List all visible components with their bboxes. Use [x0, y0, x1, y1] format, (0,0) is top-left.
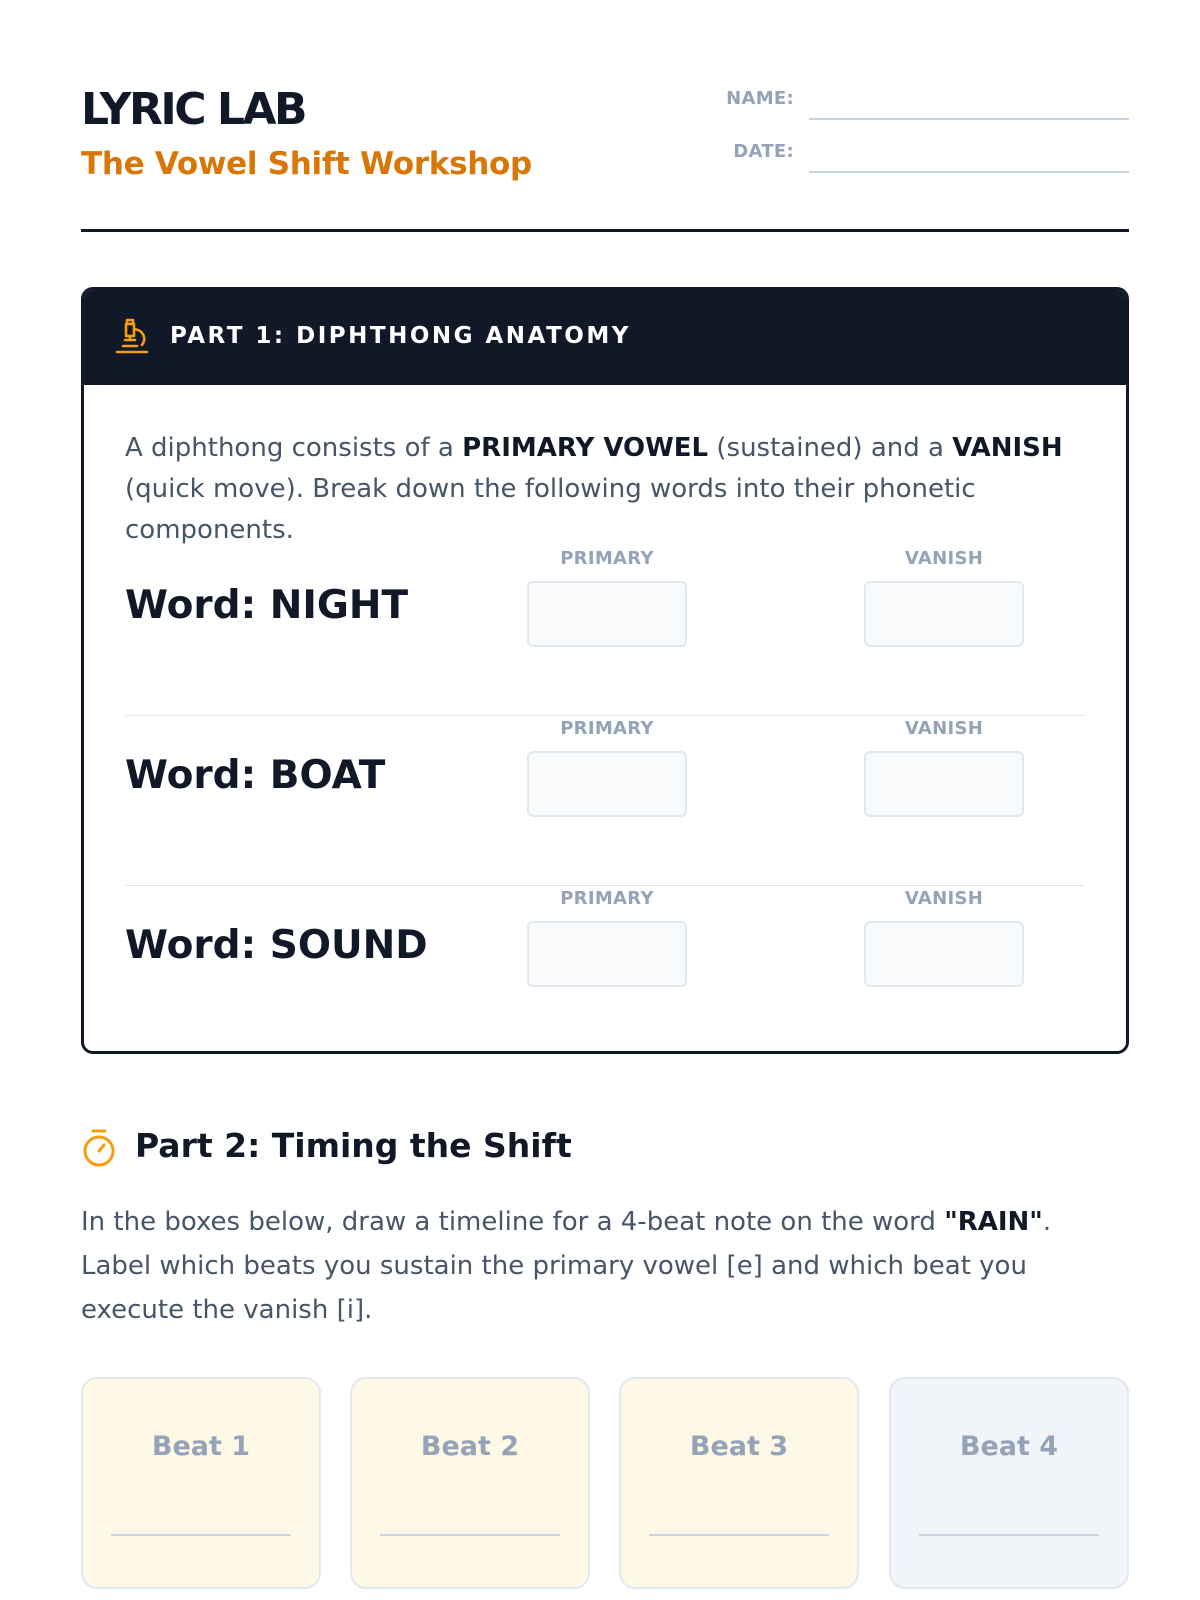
p2-text: In the boxes below, draw a timeline for a 4-beat note on the word	[81, 1207, 945, 1237]
vanish-input-box[interactable]	[864, 751, 1024, 817]
beat-answer-line[interactable]	[380, 1534, 560, 1536]
primary-input-box[interactable]	[527, 581, 687, 647]
primary-label: PRIMARY	[560, 718, 654, 739]
beat-answer-line[interactable]	[649, 1534, 829, 1536]
intro-text: (quick move). Break down the following words into their phonetic components.	[125, 474, 976, 545]
primary-label: PRIMARY	[560, 888, 654, 909]
beat-box-4[interactable]	[889, 1377, 1129, 1589]
word-label: Word: NIGHT	[125, 583, 409, 628]
word-row-night	[125, 546, 1085, 716]
part1-instructions	[125, 428, 1085, 551]
primary-input-box[interactable]	[527, 921, 687, 987]
name-line[interactable]	[809, 118, 1129, 120]
worksheet-subtitle: The Vowel Shift Workshop	[81, 146, 532, 182]
word-row-sound	[125, 886, 1085, 1054]
timer-icon	[81, 1128, 117, 1168]
primary-slot	[527, 546, 687, 647]
word-label: Word: SOUND	[125, 923, 428, 968]
part1-title: PART 1: DIPHTHONG ANATOMY	[170, 323, 631, 349]
word-row-boat	[125, 716, 1085, 886]
primary-slot	[527, 886, 687, 987]
part1-header	[84, 290, 1126, 385]
intro-text: A diphthong consists of a	[125, 433, 463, 463]
p2-text: . Label which beats you sustain the primary vowel [e] and which beat you execute the vanish [i].	[81, 1207, 1052, 1325]
vanish-label: VANISH	[904, 888, 984, 909]
beat-answer-line[interactable]	[111, 1534, 291, 1536]
beat-label: Beat 4	[959, 1431, 1059, 1462]
vanish-slot	[864, 546, 1024, 647]
vanish-label: VANISH	[904, 718, 984, 739]
intro-emphasis-primary: PRIMARY VOWEL	[462, 433, 709, 463]
p2-emphasis-word: "RAIN"	[944, 1207, 1043, 1237]
worksheet-title: LYRIC LAB	[81, 84, 306, 135]
beat-box-1[interactable]	[81, 1377, 321, 1589]
intro-emphasis-vanish: VANISH	[952, 433, 1063, 463]
name-label: NAME:	[726, 88, 794, 109]
beat-answer-line[interactable]	[919, 1534, 1099, 1536]
vanish-slot	[864, 716, 1024, 817]
name-field[interactable]	[701, 86, 1129, 116]
vanish-input-box[interactable]	[864, 921, 1024, 987]
primary-slot	[527, 716, 687, 817]
beat-timeline	[81, 1377, 1129, 1589]
vanish-label: VANISH	[904, 548, 984, 569]
primary-label: PRIMARY	[560, 548, 654, 569]
worksheet-page	[81, 0, 1129, 1462]
date-label: DATE:	[733, 141, 794, 162]
intro-text: (sustained) and a	[708, 433, 953, 463]
beat-label: Beat 3	[689, 1431, 789, 1462]
worksheet-header	[81, 0, 1129, 232]
beat-box-2[interactable]	[350, 1377, 590, 1589]
beat-box-3[interactable]	[619, 1377, 859, 1589]
part2-title: Part 2: Timing the Shift	[135, 1126, 572, 1165]
beat-label: Beat 1	[151, 1431, 251, 1462]
part1-card	[81, 287, 1129, 1054]
part2-instructions	[81, 1200, 1129, 1332]
vanish-slot	[864, 886, 1024, 987]
date-line[interactable]	[809, 171, 1129, 173]
vanish-input-box[interactable]	[864, 581, 1024, 647]
date-field[interactable]	[701, 139, 1129, 169]
part2-header	[81, 1122, 981, 1172]
primary-input-box[interactable]	[527, 751, 687, 817]
word-label: Word: BOAT	[125, 753, 386, 798]
microscope-icon	[114, 317, 150, 355]
beat-label: Beat 2	[420, 1431, 520, 1462]
